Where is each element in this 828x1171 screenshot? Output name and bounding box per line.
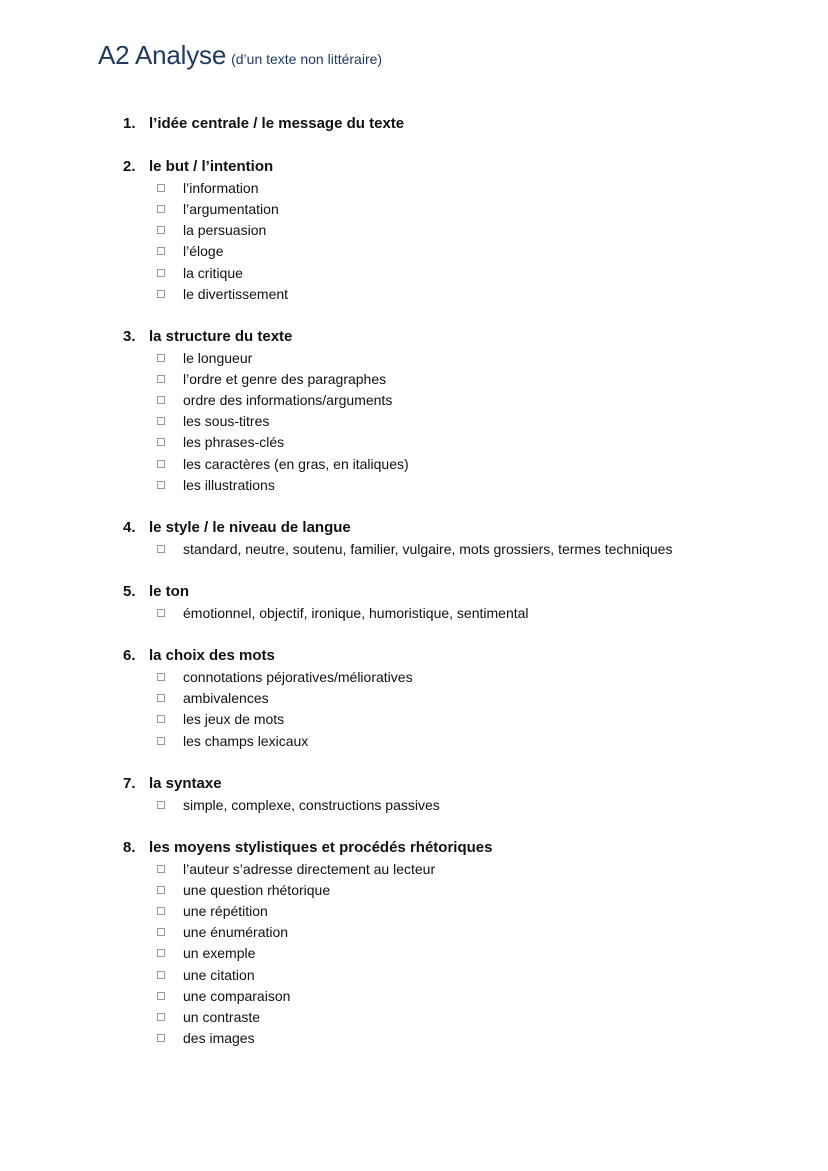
checklist-item <box>123 199 763 220</box>
section-number: 6. <box>123 647 136 665</box>
section-6 <box>123 645 763 752</box>
checklist-item-label: une énumération <box>183 924 289 941</box>
section-title: le but / l’intention <box>149 158 274 175</box>
checklist-item <box>123 178 763 199</box>
section-title: la structure du texte <box>149 327 293 345</box>
checklist-item <box>123 880 763 901</box>
section-3 <box>123 326 763 496</box>
section-number: 4. <box>123 518 136 536</box>
checklist <box>123 603 763 624</box>
checklist-item-label: une question rhétorique <box>183 881 331 898</box>
checkbox-icon[interactable] <box>157 1013 165 1021</box>
checklist-item <box>123 795 763 816</box>
section-number: 1. <box>123 115 136 132</box>
section-heading <box>123 837 763 859</box>
section-heading <box>123 581 763 603</box>
checklist-item-label: ordre des informations/arguments <box>183 392 393 409</box>
section-number: 8. <box>123 838 136 856</box>
checkbox-icon[interactable] <box>157 928 165 936</box>
checklist-item <box>123 1028 763 1049</box>
section-number: 7. <box>123 774 136 792</box>
checklist <box>123 178 763 305</box>
section-8 <box>123 837 763 1049</box>
checklist-item-label: le divertissement <box>183 285 289 302</box>
checkbox-icon[interactable] <box>157 290 165 298</box>
checklist-item-label: des images <box>183 1029 255 1046</box>
checklist-item-label: un contraste <box>183 1008 261 1025</box>
checkbox-icon[interactable] <box>157 1034 165 1042</box>
checkbox-icon[interactable] <box>157 886 165 894</box>
checklist-item-label: l’argumentation <box>183 201 279 218</box>
checkbox-icon[interactable] <box>157 694 165 702</box>
checklist-item <box>123 667 763 688</box>
section-number: 2. <box>123 158 136 175</box>
checklist-item <box>123 241 763 262</box>
checklist-item <box>123 348 763 369</box>
checkbox-icon[interactable] <box>157 801 165 809</box>
checklist-item <box>123 986 763 1007</box>
checkbox-icon[interactable] <box>157 992 165 1000</box>
section-title: l’idée centrale / le message du texte <box>149 115 405 132</box>
title-subtitle: (d’un texte non littéraire) <box>231 51 383 67</box>
checkbox-icon[interactable] <box>157 269 165 277</box>
checkbox-icon[interactable] <box>157 396 165 404</box>
checkbox-icon[interactable] <box>157 205 165 213</box>
section-number: 5. <box>123 582 136 600</box>
checklist-item-label: les caractères (en gras, en italiques) <box>183 455 409 472</box>
checklist-item-label: les phrases-clés <box>183 434 285 451</box>
section-2 <box>123 156 763 305</box>
section-title: les moyens stylistiques et procédés rhétoriques <box>149 838 493 856</box>
title-main: A2 Analyse <box>98 40 227 70</box>
checklist-item <box>123 220 763 241</box>
checklist-item-label: les sous-titres <box>183 413 270 430</box>
checklist-item <box>123 454 763 475</box>
checklist-item-label: le longueur <box>183 349 253 366</box>
checklist-item-label: une citation <box>183 966 255 983</box>
checkbox-icon[interactable] <box>157 184 165 192</box>
checklist <box>123 667 763 752</box>
checklist-item-label: émotionnel, objectif, ironique, humoristique, sentimental <box>183 604 529 621</box>
section-list <box>123 113 763 1070</box>
section-4 <box>123 517 763 560</box>
checklist-item <box>123 943 763 964</box>
checklist-item-label: standard, neutre, soutenu, familier, vulgaire, mots grossiers, termes techniques <box>183 540 673 557</box>
checklist-item-label: connotations péjoratives/mélioratives <box>183 669 413 686</box>
checkbox-icon[interactable] <box>157 971 165 979</box>
checklist-item <box>123 1007 763 1028</box>
checklist-item <box>123 369 763 390</box>
checkbox-icon[interactable] <box>157 949 165 957</box>
section-title: la syntaxe <box>149 774 222 792</box>
section-number: 3. <box>123 327 136 345</box>
checklist-item-label: simple, complexe, constructions passives <box>183 796 440 813</box>
checkbox-icon[interactable] <box>157 609 165 617</box>
checklist-item <box>123 901 763 922</box>
checklist-item-label: les illustrations <box>183 476 275 493</box>
checklist-item <box>123 390 763 411</box>
section-heading <box>123 773 763 795</box>
checklist <box>123 539 763 560</box>
checklist-item <box>123 731 763 752</box>
checklist-item <box>123 859 763 880</box>
checkbox-icon[interactable] <box>157 460 165 468</box>
checklist-item <box>123 922 763 943</box>
section-title: le ton <box>149 582 189 600</box>
checklist-item <box>123 411 763 432</box>
section-heading <box>123 156 763 178</box>
checklist-item-label: l’auteur s’adresse directement au lecteur <box>183 860 436 877</box>
checklist-item-label: l’éloge <box>183 243 224 260</box>
checklist-item-label: une comparaison <box>183 987 291 1004</box>
checkbox-icon[interactable] <box>157 226 165 234</box>
checklist-item <box>123 709 763 730</box>
checklist-item <box>123 475 763 496</box>
document-title <box>98 40 382 71</box>
checkbox-icon[interactable] <box>157 673 165 681</box>
checkbox-icon[interactable] <box>157 438 165 446</box>
checklist-item-label: une répétition <box>183 903 268 920</box>
checklist-item-label: les champs lexicaux <box>183 732 309 749</box>
section-heading <box>123 326 763 348</box>
checkbox-icon[interactable] <box>157 865 165 873</box>
checkbox-icon[interactable] <box>157 715 165 723</box>
checklist-item <box>123 688 763 709</box>
checklist-item-label: ambivalences <box>183 690 269 707</box>
checklist <box>123 348 763 496</box>
checkbox-icon[interactable] <box>157 907 165 915</box>
section-title: le style / le niveau de langue <box>149 518 351 536</box>
checkbox-icon[interactable] <box>157 247 165 255</box>
checkbox-icon[interactable] <box>157 354 165 362</box>
section-heading <box>123 113 763 135</box>
section-7 <box>123 773 763 816</box>
checkbox-icon[interactable] <box>157 545 165 553</box>
checklist-item <box>123 965 763 986</box>
section-heading <box>123 517 763 539</box>
checklist-item <box>123 284 763 305</box>
checkbox-icon[interactable] <box>157 737 165 745</box>
checkbox-icon[interactable] <box>157 481 165 489</box>
checklist-item-label: l’information <box>183 180 259 196</box>
checklist <box>123 795 763 816</box>
checklist-item-label: la persuasion <box>183 222 267 239</box>
section-1 <box>123 113 763 135</box>
checklist-item <box>123 539 763 560</box>
checklist-item-label: la critique <box>183 264 243 281</box>
checklist-item <box>123 263 763 284</box>
section-heading <box>123 645 763 667</box>
section-5 <box>123 581 763 624</box>
checklist-item-label: l’ordre et genre des paragraphes <box>183 370 387 387</box>
checklist-item <box>123 432 763 453</box>
section-title: la choix des mots <box>149 647 275 665</box>
checkbox-icon[interactable] <box>157 417 165 425</box>
checklist-item <box>123 603 763 624</box>
checkbox-icon[interactable] <box>157 375 165 383</box>
checklist <box>123 859 763 1049</box>
checklist-item-label: les jeux de mots <box>183 711 285 728</box>
checklist-item-label: un exemple <box>183 945 256 962</box>
